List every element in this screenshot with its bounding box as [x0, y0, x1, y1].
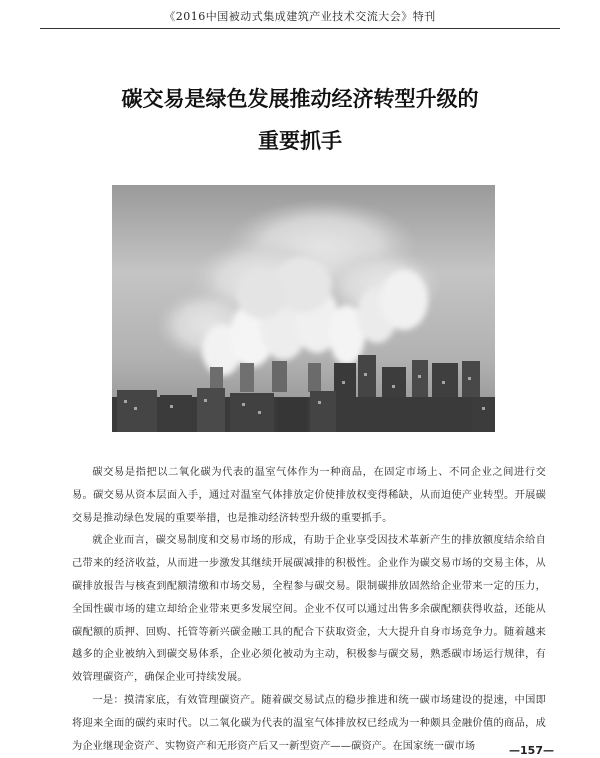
paragraph-1: 碳交易是指把以二氧化碳为代表的温室气体作为一种商品，在固定市场上、不同企业之间进行交易。碳交易从资本层面入手，通过对温室气体排放定价使排放权变得稀缺，从而迫使产业转型。开展碳交易是推动绿色发展的重要举措，也是推动经济转型升级的重要抓手。 [72, 467, 546, 524]
article-title [0, 78, 600, 162]
title-line-1: 碳交易是绿色发展推动经济转型升级的 [121, 87, 479, 111]
page-number: —157— [509, 744, 554, 757]
paragraph-3: 一是：摸清家底，有效管理碳资产。随着碳交易试点的稳步推进和统一碳市场建设的提速，中国即将迎来全面的碳约束时代。以二氧化碳为代表的温室气体排放权已经成为一种颇具金融价值的商品，成为企业继现金资产、实物资产和无形资产后又一新型资产——碳资产。在国家统一碳市场 [72, 694, 546, 752]
running-header: 《2016中国被动式集成建筑产业技术交流大会》特刊 [164, 10, 436, 23]
article-body [72, 462, 546, 758]
paragraph-2: 就企业而言，碳交易制度和交易市场的形成，有助于企业享受因技术革新产生的排放额度结余给自己带来的经济收益，从而进一步激发其继续开展碳减排的积极性。企业作为碳交易市场的交易主体，从碳排放报告与核查到配额清缴和市场交易，全程参与碳交易。限制碳排放固然给企业带来一定的压力，全国性碳市场的建立却给企业带来更多发展空间。企业不仅可以通过出售多余碳配额获得收益，还能从碳配额的质押、回购、托管等新兴碳金融工具的配合下获取资金，大大提升自身市场竞争力。随着越来越多的企业被纳入到碳交易体系，企业必须化被动为主动，积极参与碳交易，熟悉碳市场运行规律，有效管理碳资产，确保企业可持续发展。 [72, 535, 546, 684]
smokestack-photo [112, 185, 495, 432]
header-rule [40, 28, 560, 29]
title-line-2: 重要抓手 [258, 129, 342, 153]
